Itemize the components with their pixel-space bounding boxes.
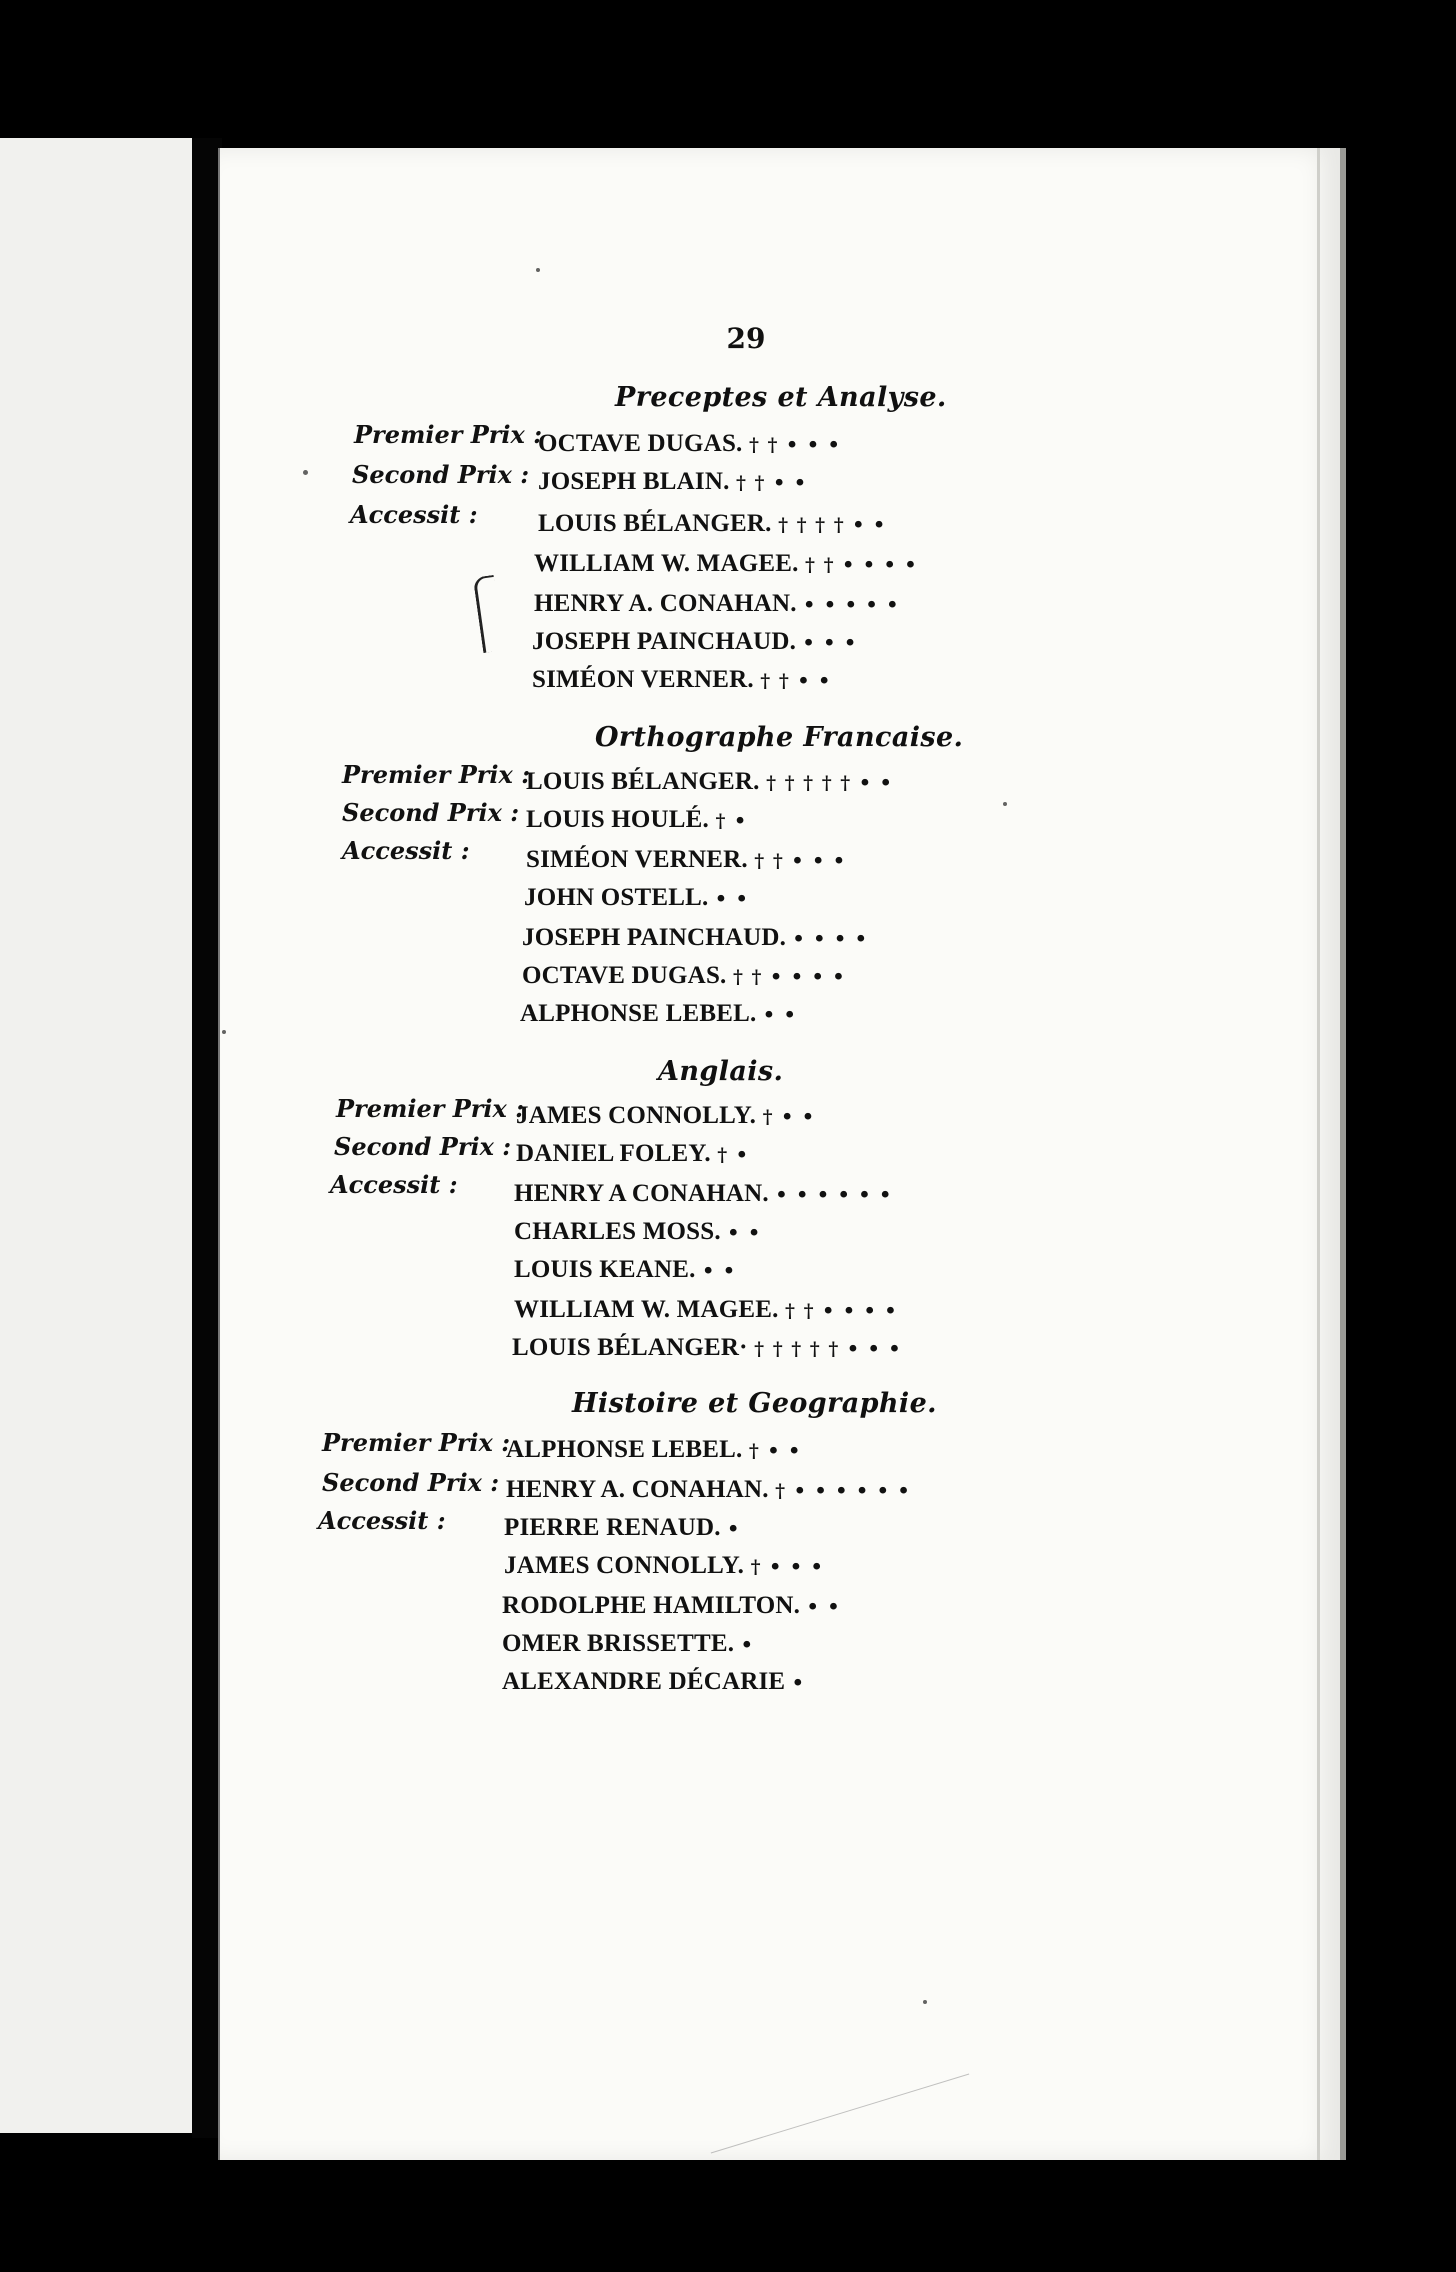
prize-label: Accessit :: [330, 1170, 458, 1199]
student-entry: JOSEPH BLAIN. † † • •: [538, 468, 807, 495]
page-number: 29: [726, 322, 766, 355]
student-entry: CHARLES MOSS. • •: [514, 1218, 762, 1245]
scan-speck: [303, 470, 308, 475]
student-entry: RODOLPHE HAMILTON. • •: [502, 1592, 841, 1619]
student-entry: OCTAVE DUGAS. † † • • •: [538, 430, 841, 457]
student-entry: ALPHONSE LEBEL. • •: [520, 1000, 797, 1027]
student-entry: JAMES CONNOLLY. † • •: [516, 1102, 816, 1129]
student-entry: JOHN OSTELL. • •: [524, 884, 749, 911]
student-entry: HENRY A. CONAHAN. • • • • •: [534, 590, 900, 617]
student-entry: ALEXANDRE DÉCARIE •: [502, 1668, 805, 1695]
student-entry: JOSEPH PAINCHAUD. • • • •: [522, 924, 868, 951]
student-entry: HENRY A CONAHAN. • • • • • •: [514, 1180, 893, 1207]
pencil-line-mark: [711, 2074, 969, 2154]
prize-label: Second Prix :: [352, 460, 530, 489]
student-entry: OMER BRISSETTE. •: [502, 1630, 754, 1657]
student-entry: PIERRE RENAUD. •: [504, 1514, 741, 1541]
prize-label: Accessit :: [318, 1506, 446, 1535]
scan-speck: [1003, 802, 1007, 806]
student-entry: ALPHONSE LEBEL. † • •: [506, 1436, 802, 1463]
student-entry: LOUIS BÉLANGER· † † † † † • • •: [512, 1334, 902, 1361]
prize-label: Premier Prix :: [336, 1094, 525, 1123]
student-entry: LOUIS KEANE. • •: [514, 1256, 736, 1283]
prize-label: Second Prix :: [342, 798, 520, 827]
section-title-orthographe: Orthographe Francaise.: [595, 722, 964, 753]
student-entry: WILLIAM W. MAGEE. † † • • • •: [514, 1296, 898, 1323]
prize-label: Accessit :: [342, 836, 470, 865]
student-entry: SIMÉON VERNER. † † • • •: [526, 846, 847, 873]
scan-speck: [536, 268, 540, 272]
student-entry: WILLIAM W. MAGEE. † † • • • •: [534, 550, 918, 577]
student-entry: LOUIS BÉLANGER. † † † † † • •: [526, 768, 893, 795]
prize-label: Accessit :: [350, 500, 478, 529]
prize-label: Second Prix :: [322, 1468, 500, 1497]
handwritten-bracket-mark: [473, 575, 504, 653]
prize-label: Premier Prix :: [342, 760, 531, 789]
student-entry: HENRY A. CONAHAN. † • • • • • •: [506, 1476, 911, 1503]
student-entry: JAMES CONNOLLY. † • • •: [504, 1552, 824, 1579]
prize-label: Premier Prix :: [322, 1428, 511, 1457]
left-page-edge: [0, 138, 194, 2133]
prize-label: Second Prix :: [334, 1132, 512, 1161]
student-entry: DANIEL FOLEY. † •: [516, 1140, 749, 1167]
scan-speck: [222, 1030, 226, 1034]
student-entry: OCTAVE DUGAS. † † • • • •: [522, 962, 846, 989]
student-entry: SIMÉON VERNER. † † • •: [532, 666, 832, 693]
section-title-histoire: Histoire et Geographie.: [572, 1388, 937, 1419]
section-title-anglais: Anglais.: [658, 1056, 784, 1087]
student-entry: LOUIS BÉLANGER. † † † † • •: [538, 510, 887, 537]
section-title-preceptes: Preceptes et Analyse.: [615, 382, 947, 413]
student-entry: LOUIS HOULÉ. † •: [526, 806, 748, 833]
student-entry: JOSEPH PAINCHAUD. • • •: [532, 628, 858, 655]
prize-label: Premier Prix :: [354, 420, 543, 449]
scan-speck: [923, 2000, 927, 2004]
